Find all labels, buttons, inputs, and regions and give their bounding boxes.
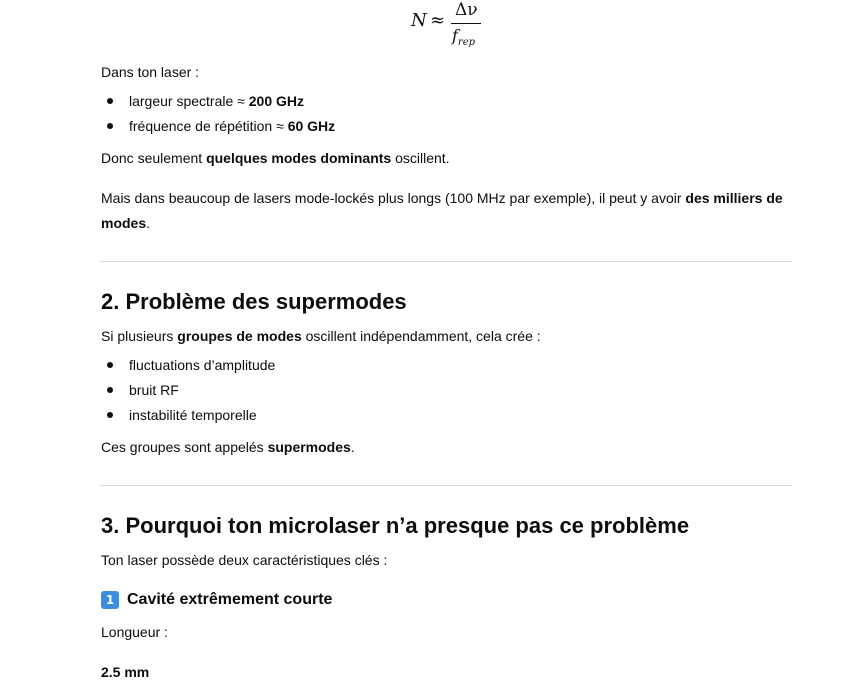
formula-approx: ≈ [430,10,446,31]
formula-fraction-bar [451,23,481,24]
section2-intro: Si plusieurs groupes de modes oscillent indépendamment, cela crée : [101,328,541,344]
section3-intro: Ton laser possède deux caractéristiques clés : [101,552,388,568]
formula-lhs: N [411,10,427,31]
section1-long-paragraph: Mais dans beaucoup de lasers mode-lockés plus longs (100 MHz par exemple), il peut y avoir des milliers de modes. [101,190,783,231]
section1-conclusion: Donc seulement quelques modes dominants oscillent. [101,150,450,166]
keycap-one-icon: 1 [101,591,119,609]
list-item: fréquence de répétition ≈ 60 GHz [129,118,336,134]
bullet-dot [107,362,113,368]
formula-block [0,0,848,52]
bullet-dot [107,387,113,393]
list-item: instabilité temporelle [129,407,257,423]
section2-heading: 2. Problème des supermodes [101,289,407,314]
length-value: 2.5 mm [101,664,150,680]
list-item: fluctuations d’amplitude [129,357,276,373]
bullet-dot [107,412,113,418]
section1-intro: Dans ton laser : [101,64,200,80]
section2-conclusion: Ces groupes sont appelés supermodes. [101,439,355,455]
list-item: largeur spectrale ≈ 200 GHz [129,93,304,109]
divider [100,485,792,486]
list-item: bruit RF [129,382,179,398]
section3-heading: 3. Pourquoi ton microlaser n’a presque pas ce problème [101,513,690,538]
bullet-dot [107,98,113,104]
bullet-dot [107,123,113,129]
length-label: Longueur : [101,624,168,640]
subsection-title: Cavité extrêmement courte [127,591,333,608]
formula-numerator: Δν [455,0,478,20]
divider [100,261,792,262]
formula-denominator: $f_{rep}$ [452,26,476,49]
